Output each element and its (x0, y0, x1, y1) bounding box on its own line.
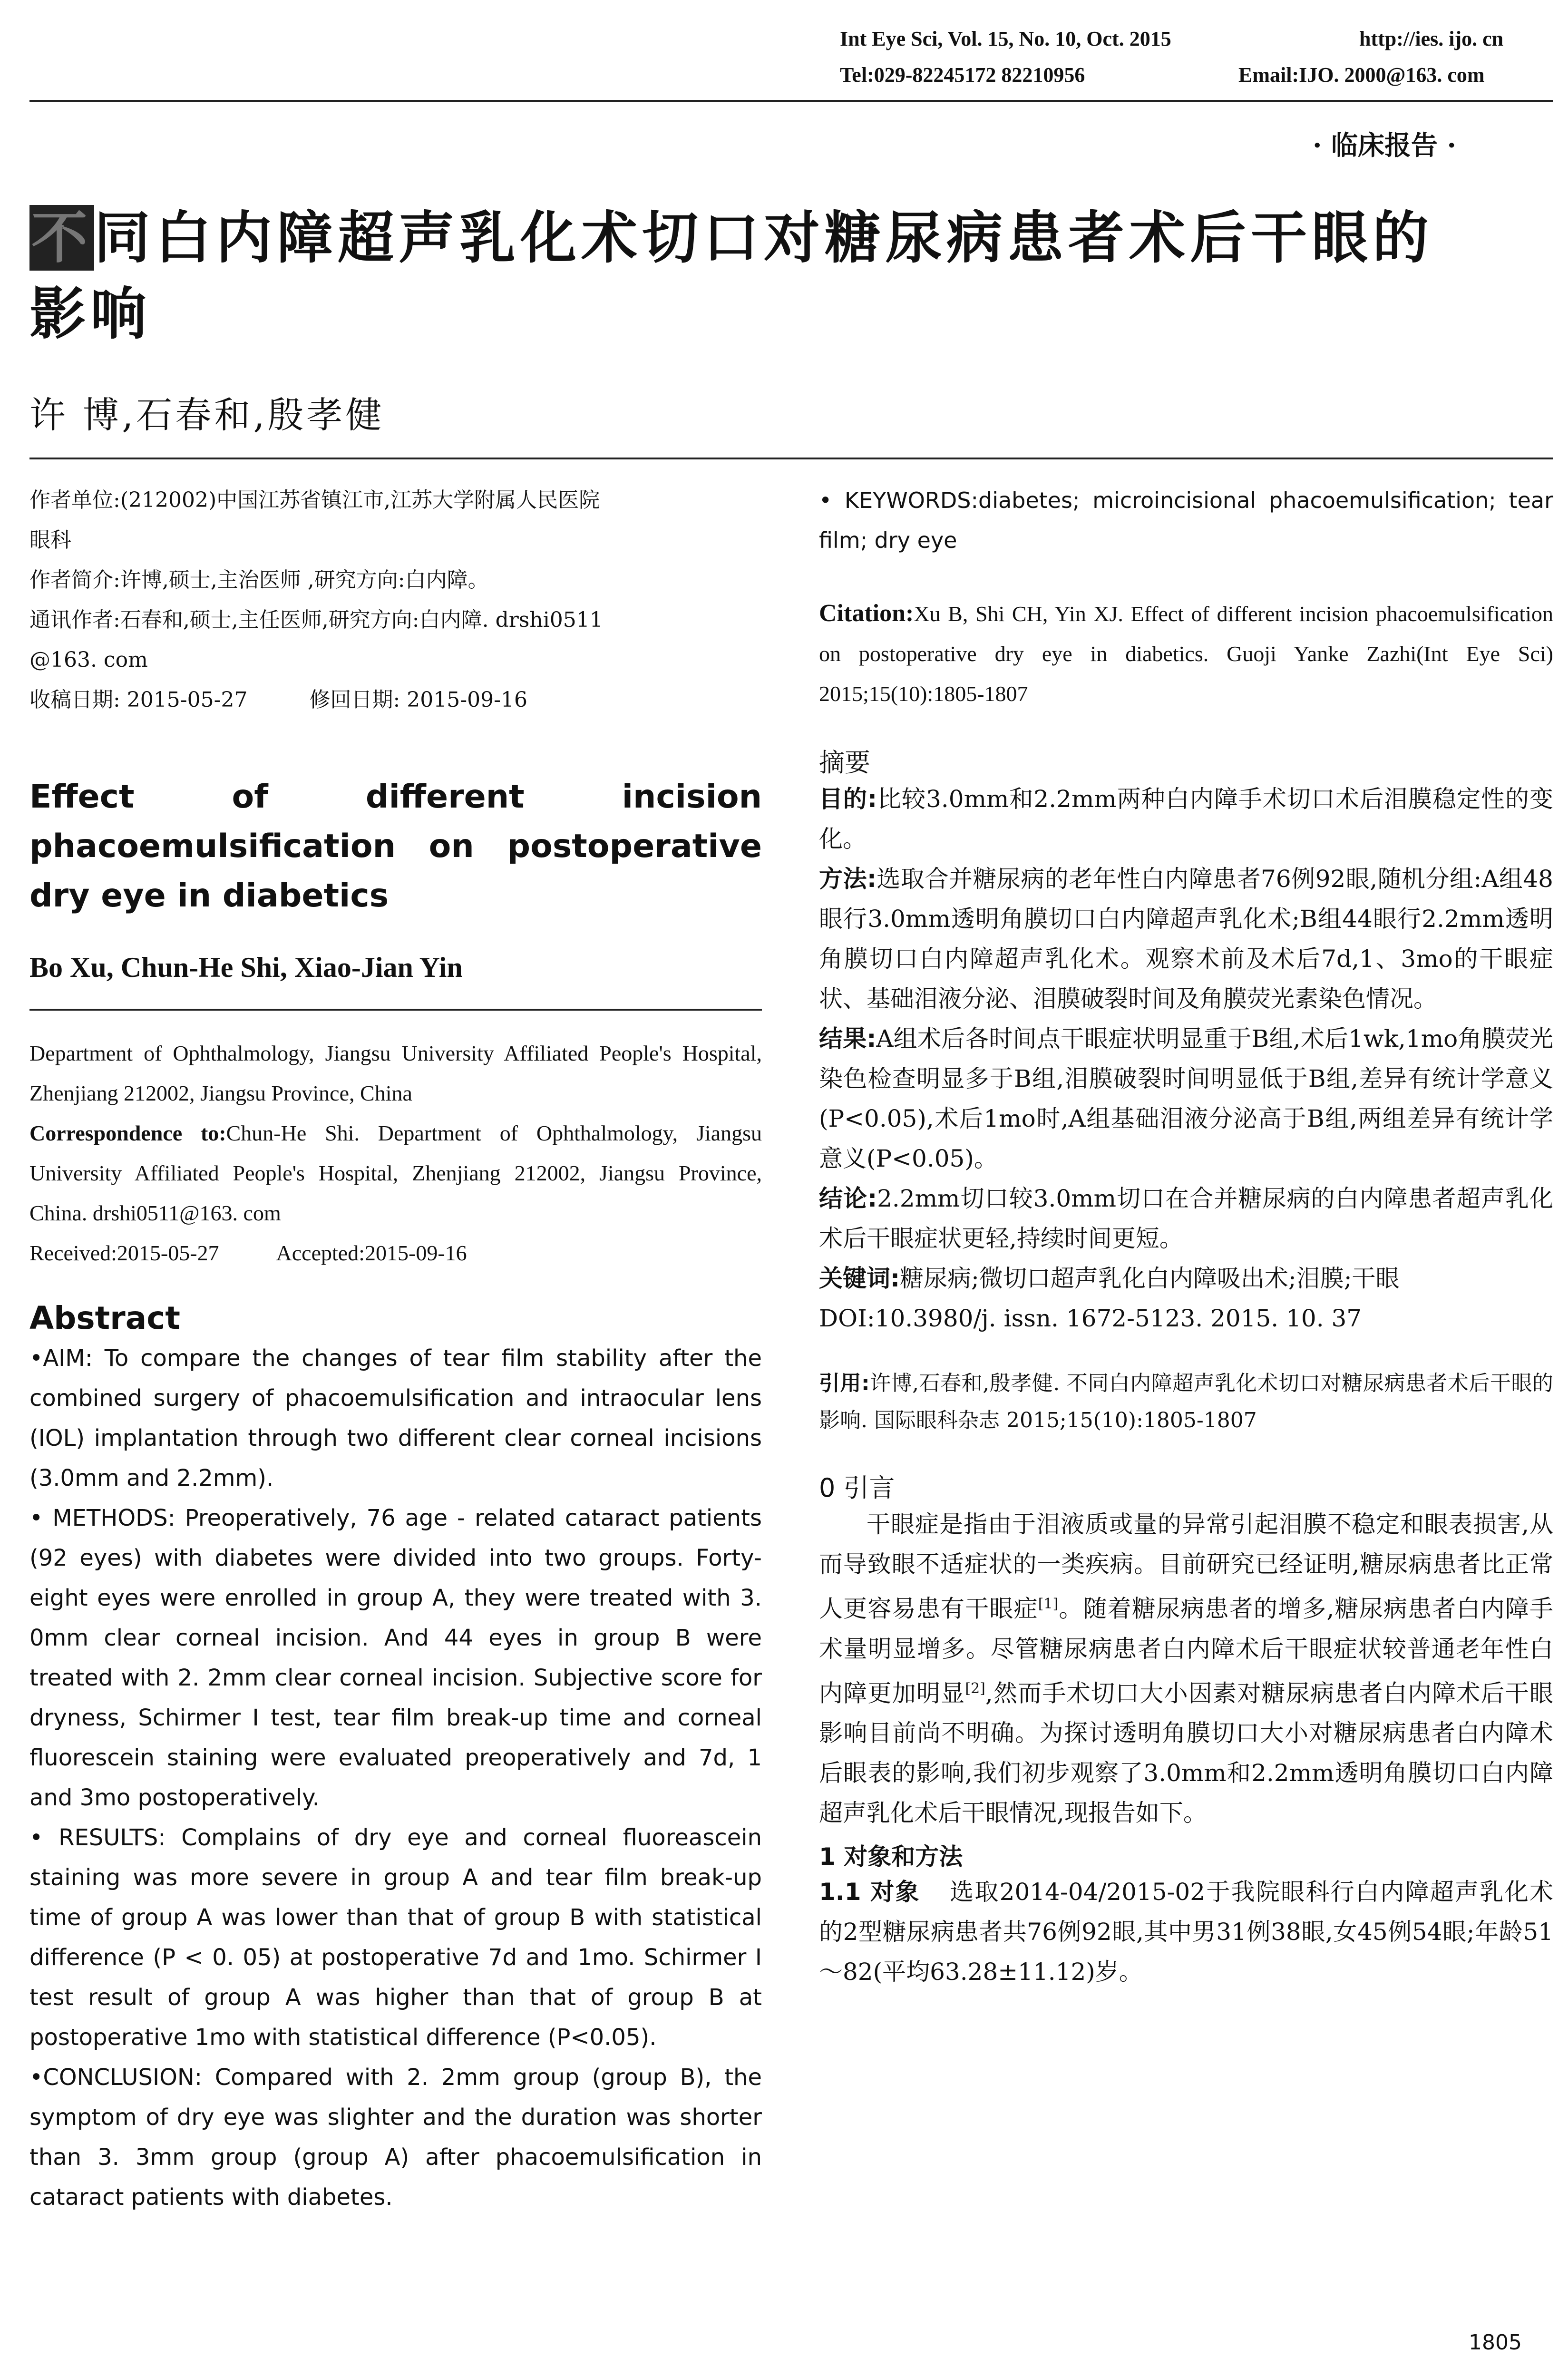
cn-aim-text: 比较3.0mm和2.2mm两种白内障手术切口术后泪膜稳定性的变化。 (819, 785, 1553, 853)
author-bio: 作者简介:许博,硕士,主治医师 ,研究方向:白内障。 (29, 568, 489, 592)
citation-en (819, 594, 1553, 714)
methods-heading: 1 对象和方法 (819, 1843, 963, 1871)
doi[interactable]: DOI:10.3980/j. issn. 1672-5123. 2015. 10. 37 (819, 1305, 1362, 1332)
article-title (29, 200, 1551, 352)
cn-abstract (819, 779, 1553, 1338)
results-label: • RESULTS: (29, 1824, 166, 1851)
authors-rule (29, 1009, 762, 1011)
cn-keywords-label: 关键词: (819, 1265, 900, 1292)
aim-text: To compare the changes of tear film stability after the combined surgery of phacoemulsification and intraocular lens (IOL) implantation through two different clear corneal incisions (3.0mm and 2.2mm). (29, 1345, 762, 1491)
journal-ref: Int Eye Sci, Vol. 15, No. 10, Oct. 2015 (840, 27, 1171, 50)
title-line1: 同白内障超声乳化术切口对糖尿病患者术后干眼的 (94, 205, 1434, 271)
cn-keywords (819, 1258, 1553, 1298)
subjects-text: 选取2014-04/2015-02于我院眼科行白内障超声乳化术的2型糖尿病患者共76例92眼,其中男31例38眼,女45例54眼;年龄51～82(平均63.28±11.12)岁。 (819, 1878, 1553, 1986)
cn-methods (819, 859, 1553, 1019)
correspondence-label: Correspondence to: (29, 1121, 226, 1145)
citation-text: Xu B, Shi CH, Yin XJ. Effect of different incision phacoemulsification on postoperative dry eye in diabetics. Guoji Yanke Zazhi(Int Eye Sci) 2015;15(10):1805-1807 (819, 602, 1553, 706)
intro-text-b: 。随着糖尿病患者的增多,糖尿病患者白内障手术量明显增多。尽管糖尿病患者白内障术后干眼症状较普通老年性白内障更加明显 (819, 1595, 1553, 1707)
cn-aim-label: 目的: (819, 785, 877, 813)
cn-conclusion (819, 1179, 1553, 1258)
abstract-heading: Abstract (29, 1300, 180, 1336)
cn-citation (819, 1365, 1553, 1439)
keywords-label: • KEYWORDS: (819, 487, 978, 513)
cn-keywords-text: 糖尿病;微切口超声乳化白内障吸出术;泪膜;干眼 (900, 1265, 1400, 1292)
aim-paragraph (29, 1338, 762, 1498)
revised-date: 修回日期: 2015-09-16 (309, 688, 527, 712)
conclusion-paragraph (29, 2057, 762, 2217)
corresponding-email[interactable]: @163. com (29, 648, 148, 672)
conclusion-text: Compared with 2. 2mm group (group B), the symptom of dry eye was slighter and the duration was shorter than 3. 3mm group (group A) after phacoemulsification in cataract patients with diabetes. (29, 2064, 762, 2211)
ref-1[interactable]: [1] (1038, 1596, 1059, 1612)
methods-label: • METHODS: (29, 1505, 175, 1531)
left-column (29, 480, 762, 2217)
intro-text-c: ,然而手术切口大小因素对糖尿病患者白内障术后干眼影响目前尚不明确。为探讨透明角膜切口大小对糖尿病患者白内障术后眼表的影响,我们初步观察了3.0mm和2.2mm透明角膜切口白内障超声乳化术后干眼情况,现报告如下。 (819, 1679, 1553, 1827)
ref-2[interactable]: [2] (965, 1680, 985, 1697)
journal-url[interactable]: http://ies. ijo. cn (1359, 27, 1504, 50)
cn-aim (819, 779, 1553, 859)
citation-label: Citation: (819, 600, 914, 627)
cn-results-text: A组术后各时间点干眼症状明显重于B组,术后1wk,1mo角膜荧光染色检查明显多于B组,泪膜破裂时间明显低于B组,差异有统计学意义(P<0.05),术后1mo时,A组基础泪液分泌高于B组,两组差异有统计学意义(P<0.05)。 (819, 1025, 1553, 1172)
keywords-en (819, 480, 1553, 560)
aim-label: •AIM: (29, 1345, 93, 1372)
journal-tel: Tel:029-82245172 82210956 (840, 63, 1085, 87)
methods-body (819, 1872, 1553, 1992)
english-abstract (29, 1338, 762, 2217)
conclusion-label: •CONCLUSION: (29, 2064, 202, 2091)
cn-conclusion-label: 结论: (819, 1185, 877, 1212)
cn-abstract-heading: 摘要 (819, 748, 870, 778)
author-info (29, 480, 762, 720)
title-drop-char: 不 (29, 205, 94, 271)
cn-cite-text: 许博,石春和,殷孝健. 不同白内障超声乳化术切口对糖尿病患者术后干眼的影响. 国际眼科杂志 2015;15(10):1805-1807 (819, 1371, 1553, 1432)
methods-paragraph (29, 1498, 762, 1818)
correspondence-text: Chun-He Shi. Department of Ophthalmology, Jiangsu University Affiliated People's Hospital, Zhenjiang 212002, Jiangsu Province, China. drshi0511@163. com (29, 1121, 762, 1225)
affiliation-text: Department of Ophthalmology, Jiangsu University Affiliated People's Hospital, Zhenjiang 212002, Jiangsu Province, China (29, 1041, 762, 1105)
corresponding-author: 通讯作者:石春和,硕士,主任医师,研究方向:白内障. drshi0511 (29, 608, 603, 632)
page-number: 1805 (1469, 2330, 1522, 2355)
authors-cn: 许 博,石春和,殷孝健 (29, 394, 385, 436)
right-column (819, 480, 1553, 1992)
author-unit-cont: 眼科 (29, 528, 71, 552)
intro-body (819, 1504, 1553, 1833)
english-authors: Bo Xu, Chun-He Shi, Xiao-Jian Yin (29, 952, 463, 983)
cn-cite-label: 引用: (819, 1371, 870, 1395)
english-affiliation (29, 1033, 762, 1273)
accepted-en: Accepted:2015-09-16 (276, 1241, 467, 1265)
author-unit: 作者单位:(212002)中国江苏省镇江市,江苏大学附属人民医院 (29, 488, 600, 512)
subjects-label: 1.1 对象 (819, 1878, 920, 1906)
header-rule (29, 100, 1553, 102)
received-en: Received:2015-05-27 (29, 1241, 219, 1265)
english-title: Effect of different incision phacoemulsification on postoperative dry eye in diabetics (29, 778, 762, 915)
cn-results-label: 结果: (819, 1025, 877, 1052)
journal-email[interactable]: Email:IJO. 2000@163. com (1238, 63, 1485, 87)
title-rule (29, 458, 1553, 459)
received-date: 收稿日期: 2015-05-27 (29, 688, 248, 712)
title-line2: 影响 (29, 281, 152, 347)
subjects-paragraph (819, 1872, 1553, 1992)
results-text: Complains of dry eye and corneal fluoreascein staining was more severe in group A and tear film break-up time of group A was lower than that of group B with statistical difference (P < 0. 05) at postoperative 7d and 1mo. Schirmer Ⅰ test result of group A was higher than that of group B at postoperative 1mo with statistical difference (P<0.05). (29, 1824, 762, 2051)
intro-heading: 0 引言 (819, 1473, 895, 1503)
cn-conclusion-text: 2.2mm切口较3.0mm切口在合并糖尿病的白内障患者超声乳化术后干眼症状更轻,持续时间更短。 (819, 1185, 1553, 1252)
intro-text-a: 干眼症是指由于泪液质或量的异常引起泪膜不稳定和眼表损害,从而导致眼不适症状的一类疾病。目前研究已经证明,糖尿病患者比正常人更容易患有干眼症 (819, 1510, 1553, 1623)
cn-results (819, 1019, 1553, 1179)
section-tag: · 临床报告 · (1313, 130, 1456, 161)
cn-methods-text: 选取合并糖尿病的老年性白内障患者76例92眼,随机分组:A组48眼行3.0mm透明角膜切口白内障超声乳化术;B组44眼行2.2mm透明角膜切口白内障超声乳化术。观察术前及术后7d,1、3mo的干眼症状、基础泪液分泌、泪膜破裂时间及角膜荧光素染色情况。 (819, 865, 1553, 1013)
cn-methods-label: 方法: (819, 865, 877, 893)
dates-cn (29, 680, 762, 720)
intro-paragraph (819, 1504, 1553, 1833)
methods-text: Preoperatively, 76 age - related cataract patients (92 eyes) with diabetes were divided into two groups. Forty-eight eyes were enrolled in group A, they were treated with 3. 0mm clear corneal incision. And 44 eyes in group B were treated with 2. 2mm clear corneal incision. Subjective score for dryness, Schirmer I test, tear film break-up time and corneal fluorescein staining were evaluated preoperatively and 7d, 1 and 3mo postoperatively. (29, 1505, 762, 1811)
results-paragraph (29, 1818, 762, 2057)
keywords-text: diabetes; microincisional phacoemulsification; tear film; dry eye (819, 487, 1553, 553)
